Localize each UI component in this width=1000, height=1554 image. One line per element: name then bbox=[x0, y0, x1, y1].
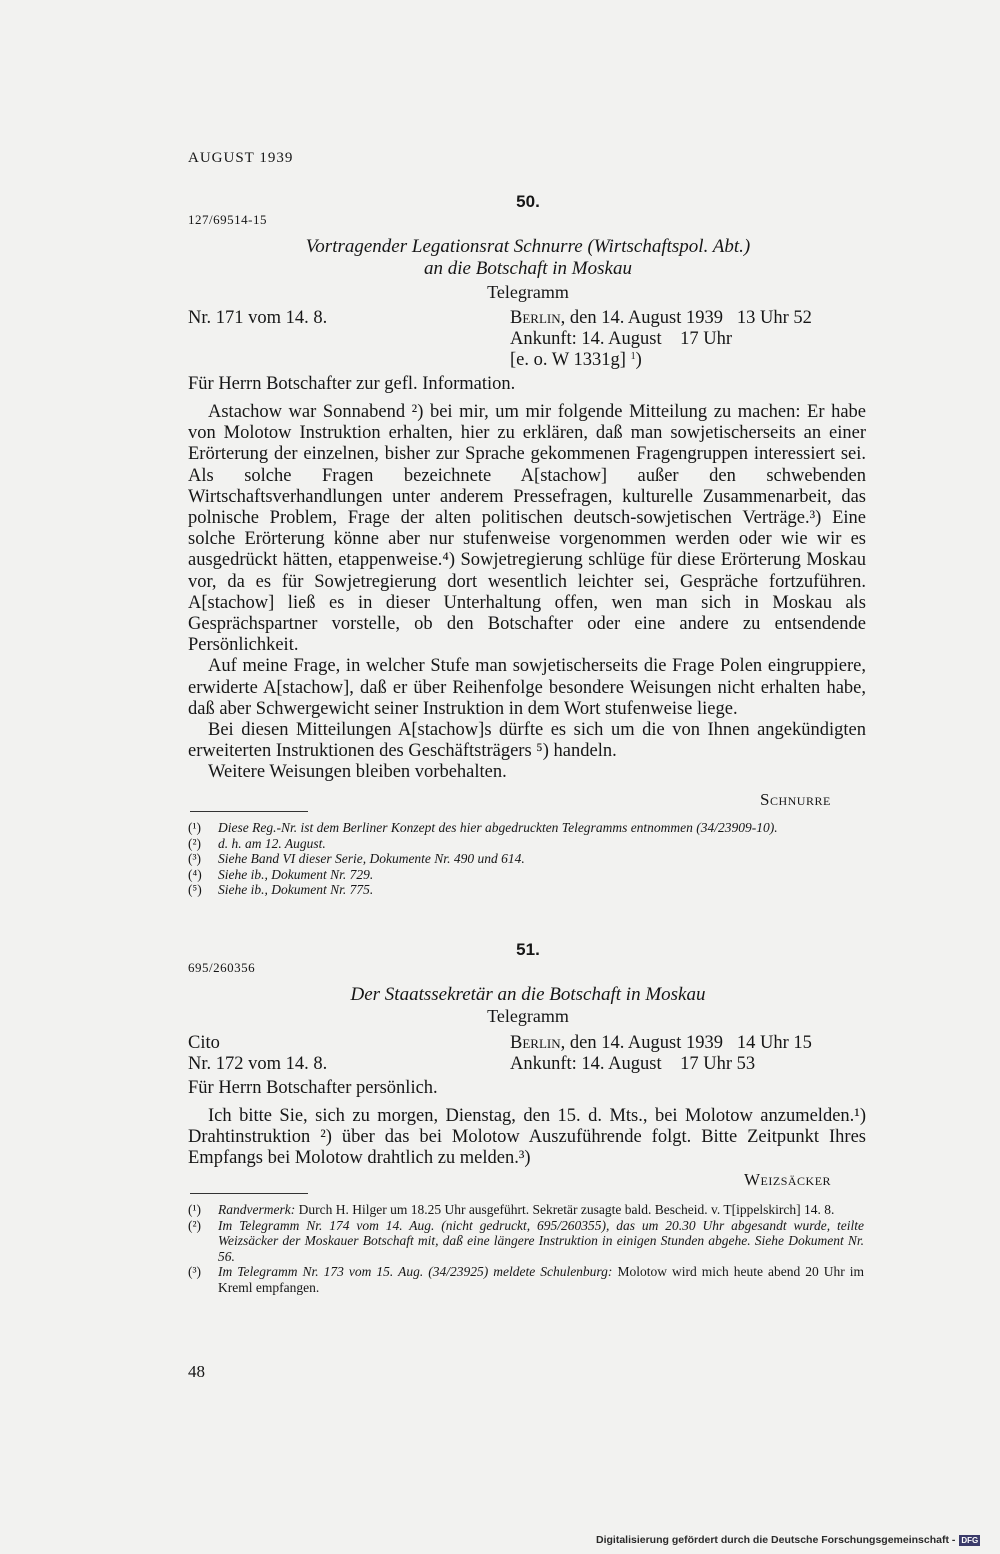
film-reference-51: 695/260356 bbox=[188, 960, 256, 975]
footnote-mark: (⁴) bbox=[188, 866, 202, 882]
footnote-mark: (⁵) bbox=[188, 882, 202, 897]
signature-50: Schnurre bbox=[760, 790, 831, 809]
paragraph: Astachow war Sonnabend ²) bei mir, um mir folgende Mitteilung zu machen: Er habe von Molotow Instruktion erhalten, hier zu erklären, daß man sowjetischerseits an einer Erörterung der einzelnen, bisher zur Sprache gekommenen Fragengruppen interessiert sei. Als solche Fragen bezeichnete A[stachow] außer den schwebenden Wirtschaftsverhandlungen unter anderem Pressefragen, kulturelle Zusammenarbeit, das polnische Problem, Frage der alten politischen deutsch-sowjetischen Verträge.³) Eine solche Erörterung könne aber nur stufenweise vorgenommen werden oder wie wir es ausgedrückt hätten, etappenweise.⁴) Sowjetregierung schlüge für diese Erörterung Moskau vor, da es für Sowjetregierung dort wesentlich leichter sei, Gespräche fortzuführen. A[stachow] ließ es in dieser Unterhaltung offen, wen man sich in Moskau als Gesprächspartner vorstelle, ob den Botschafter oder eine andere zu entsendende Persönlichkeit. bbox=[188, 402, 866, 656]
telegram-arrival-50: Ankunft: 14. August 17 Uhr bbox=[510, 329, 732, 349]
footnote bbox=[188, 867, 864, 883]
footnote-text: Siehe ib., Dokument Nr. 775. bbox=[218, 882, 374, 897]
date-time: , den 14. August 1939 13 Uhr 52 bbox=[560, 308, 812, 328]
date-time: , den 14. August 1939 14 Uhr 15 bbox=[560, 1033, 812, 1053]
priority-51: Cito bbox=[188, 1033, 220, 1053]
footnote-mark: (²) bbox=[188, 1217, 202, 1233]
salutation-50: Für Herrn Botschafter zur gefl. Information. bbox=[188, 374, 516, 394]
footnote-mark: (²) bbox=[188, 835, 202, 851]
telegram-arrival-51: Ankunft: 14. August 17 Uhr 53 bbox=[510, 1054, 756, 1074]
body-text-50 bbox=[188, 402, 866, 784]
body-text-51 bbox=[188, 1106, 866, 1170]
place-name: Berlin bbox=[510, 308, 561, 328]
footnote-text: d. h. am 12. August. bbox=[218, 835, 326, 851]
footnote-body: Molotow wird mich heute abend 20 Uhr im Kreml empfangen. bbox=[218, 1264, 864, 1295]
digitization-credit bbox=[596, 1534, 980, 1546]
footnote-text bbox=[218, 1264, 864, 1295]
telegram-ref-50: Nr. 171 vom 14. 8. bbox=[188, 308, 328, 328]
document-heading-51: Der Staatssekretär an die Botschaft in Moskau bbox=[350, 984, 706, 1005]
running-head: AUGUST 1939 bbox=[188, 150, 294, 166]
document-type-50: Telegramm bbox=[487, 282, 569, 302]
document-heading-50-line2: an die Botschaft in Moskau bbox=[424, 258, 632, 279]
signature-51: Weizsäcker bbox=[744, 1170, 832, 1189]
page-number: 48 bbox=[188, 1362, 205, 1381]
footnote-body: Durch H. Hilger um 18.25 Uhr ausgeführt. Sekretär zusagte bald. Bescheid. v. T[ippelskirch] 14. 8. bbox=[295, 1202, 835, 1217]
place-name: Berlin bbox=[510, 1033, 561, 1053]
telegram-receipt-50: [e. o. W 1331g] $^1$) bbox=[510, 350, 642, 370]
dfg-logo-text: DFG bbox=[961, 1535, 979, 1545]
film-reference-50: 127/69514-15 bbox=[188, 212, 267, 227]
paragraph: Bei diesen Mitteilungen A[stachow]s dürfte es sich um die von Ihnen angekündigten erweiterten Instruktionen des Geschäftsträgers ⁵) handeln. bbox=[188, 720, 866, 762]
footnote bbox=[188, 820, 864, 836]
document-number-50: 50. bbox=[516, 192, 540, 211]
footnote-lead: Randvermerk: bbox=[218, 1202, 296, 1217]
footnote-text bbox=[218, 1202, 864, 1218]
footnote-mark: (³) bbox=[188, 1264, 202, 1279]
paragraph: Auf meine Frage, in welcher Stufe man sowjetischerseits die Frage Polen eingruppiere, erwiderte A[stachow], daß er über Reihenfolge besondere Weisungen nicht erhalten habe, daß aber Schwergewicht seiner Instruktion in dem Wort stufenweise liege. bbox=[188, 656, 866, 719]
paragraph: Weitere Weisungen bleiben vorbehalten. bbox=[208, 762, 507, 783]
footnote bbox=[188, 836, 864, 852]
footnote-lead: Im Telegramm Nr. 173 vom 15. Aug. (34/23925) meldete Schulenburg: bbox=[218, 1264, 613, 1279]
footnote-text: Siehe Band VI dieser Serie, Dokumente Nr. 490 und 614. bbox=[218, 851, 525, 866]
dfg-logo bbox=[959, 1535, 980, 1546]
credit-text: Digitalisierung gefördert durch die Deutsche Forschungsgemeinschaft - bbox=[596, 1534, 956, 1546]
receipt-code: [e. o. W 1331g] bbox=[510, 350, 626, 370]
footnote-mark: (¹) bbox=[188, 820, 202, 835]
footnote bbox=[188, 1202, 864, 1218]
footnote-text: Siehe ib., Dokument Nr. 729. bbox=[218, 866, 374, 882]
footnote bbox=[188, 851, 864, 867]
footnote-divider bbox=[190, 811, 308, 812]
document-heading-50-line1: Vortragender Legationsrat Schnurre (Wirtschaftspol. Abt.) bbox=[305, 236, 751, 257]
footnote-ref: 1 bbox=[630, 351, 636, 362]
salutation-51: Für Herrn Botschafter persönlich. bbox=[188, 1078, 438, 1098]
telegram-dateline-50 bbox=[510, 308, 812, 329]
footnote-text bbox=[218, 1218, 864, 1265]
footnote bbox=[188, 1264, 864, 1295]
footnote bbox=[188, 1218, 864, 1265]
footnote-mark: (¹) bbox=[188, 1202, 202, 1217]
footnote bbox=[188, 882, 864, 898]
telegram-ref-51: Nr. 172 vom 14. 8. bbox=[188, 1054, 328, 1074]
telegram-dateline-51 bbox=[510, 1033, 812, 1054]
footnote-text: Diese Reg.-Nr. ist dem Berliner Konzept des hier abgedruckten Telegramms entnommen (34/23909-10). bbox=[218, 820, 778, 835]
footnote-mark: (³) bbox=[188, 851, 202, 866]
footnote-divider bbox=[190, 1193, 308, 1194]
document-number-51: 51. bbox=[516, 940, 540, 959]
paragraph: Ich bitte Sie, sich zu morgen, Dienstag, den 15. d. Mts., bei Molotow anzumelden.¹) Drahtinstruktion ²) über das bei Molotow Auszuführende folgt. Bitte Zeitpunkt Ihres Empfangs bei Molotow drahtlich zu melden.³) bbox=[188, 1106, 866, 1169]
footnote-body: Im Telegramm Nr. 174 vom 14. Aug. (nicht gedruckt, 695/260355), das um 20.30 Uhr abgesandt wurde, teilte Weizsäcker der Moskauer Botschaft mit, daß eine längere Instruktion in einigen Stunden abgehe. Siehe Dokument Nr. 56. bbox=[218, 1217, 864, 1264]
document-type-51: Telegramm bbox=[487, 1006, 569, 1026]
footnotes-51 bbox=[188, 1202, 864, 1295]
footnotes-50 bbox=[188, 820, 864, 898]
